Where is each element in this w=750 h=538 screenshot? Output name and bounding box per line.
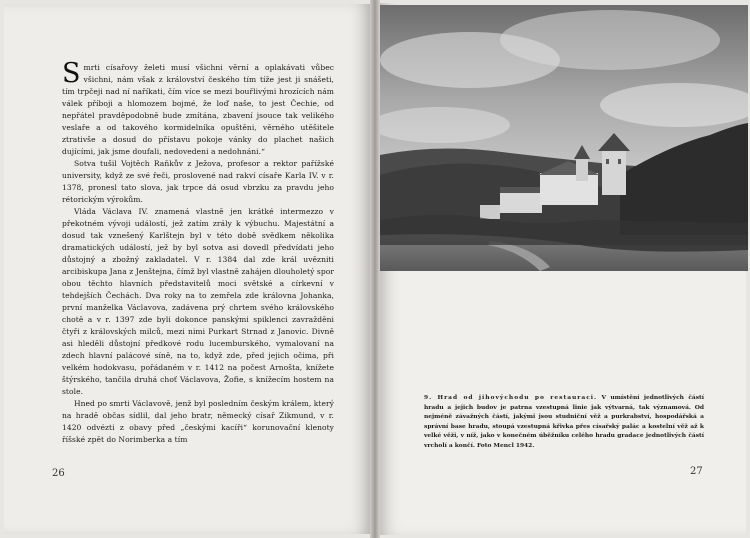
- body-text: [62, 58, 334, 446]
- paragraph-4: Hned po smrti Václavově, jenž byl posledním českým králem, který na hradě občas sídlil, dal jeho bratr, německý císař Zikmund, v r. 1420 odvézti z obavy před „českými kacíři“ korunovační klenoty říšské zpět do Norimberka a tím: [62, 399, 334, 444]
- book-gutter: [370, 0, 380, 538]
- paragraph-1-text: mrti císařovy želeti musí všichni věrní a oplakávati vůbec všichni, nám však z království českého tím tíže jest ji snášeti, tím trpčeji nad ní naříkati, čím více se mezi bouřlivými hrozících nám válek příboji a hlomozem bojmé, že loď naše, to jest Čechie, od nepřátel pravděpodobně bude zmítána, zbavení jsouce tak velikého veslaře a od takového kormidelníka opuštěni, věrného utěšitele ztrativše a dosud do přístavu pokoje vánky do plachet našich dujícími, jak jsme doufali, nedovedeni a nedohnáni.“: [62, 63, 334, 156]
- caption-lead: 9. Hrad od jihovýchodu po restauraci.: [424, 394, 598, 401]
- page-number-left: 26: [52, 468, 65, 479]
- castle-photograph: [380, 5, 748, 271]
- paragraph-2: Sotva tušil Vojtěch Raňkův z Ježova, profesor a rektor pařížské university, když ze své řeči, proslovené nad rakví císaře Karla IV. v r. 1378, pronesl tato slova, jak trpce dá osud vbrzku za pravdu jeho rétorickým výrokům.: [62, 159, 334, 204]
- drop-cap: S: [62, 58, 81, 89]
- caption-body: V umístění jednotlivých částí hradu a jejich budov je patrna vzestupná linie jak výtvarná, tak významová. Od nejméně závažných částí, jakými jsou studniční věž a purkrabství, hospodářská a správní base hradu, stoupá vzestupná křivka přes císařský palác a kostelní věž až k velké věži, v níž, jako v konečném úběžníku celého hradu gradace jednotlivých částí vrcholí a končí. Foto Mencl 1942.: [424, 394, 704, 449]
- paragraph-1: [62, 58, 334, 158]
- photo-caption: [424, 393, 704, 450]
- paragraph-3: Vláda Václava IV. znamená vlastně jen krátké intermezzo v překotném vývoji událostí, jež zatím zrály k výbuchu. Majestátní a dosud tak vznešený Karlštejn byl v této době svědkem několika dramatických událostí, jež by byl sotva asi dovedl předvídati jeho důstojný a zbožný zakladatel. V r. 1384 dal zde král uvězniti arcibiskupa Jana z Jenštejna, čímž byl vlastně zahájen dlouholetý spor obou těchto hlavních představitelů moci světské a církevní v tehdejších Čechách. Dva roky na to zemřela zde královna Johanka, první manželka Václavova, zadávena prý chrtem svého královského chotě a v r. 1397 zde byli dokonce panskými spiklenci zavražděni čtyři z královských milců, mezi nimi Purkart Strnad z Janovic. Divně asi hleděli důstojní předkové rodu lucemburského, vymalovaní na zdech hlavní palácové síně, na to, když zde, před jejich očima, při velkém hodokvasu, pořádaném v r. 1412 na počest Arnošta, knížete štýrského, tančila druhá choť Václavova, Žofie, s knížecím hostem na stole.: [62, 207, 334, 396]
- page-number-right: 27: [690, 466, 703, 477]
- castle-photo-image: [380, 5, 748, 271]
